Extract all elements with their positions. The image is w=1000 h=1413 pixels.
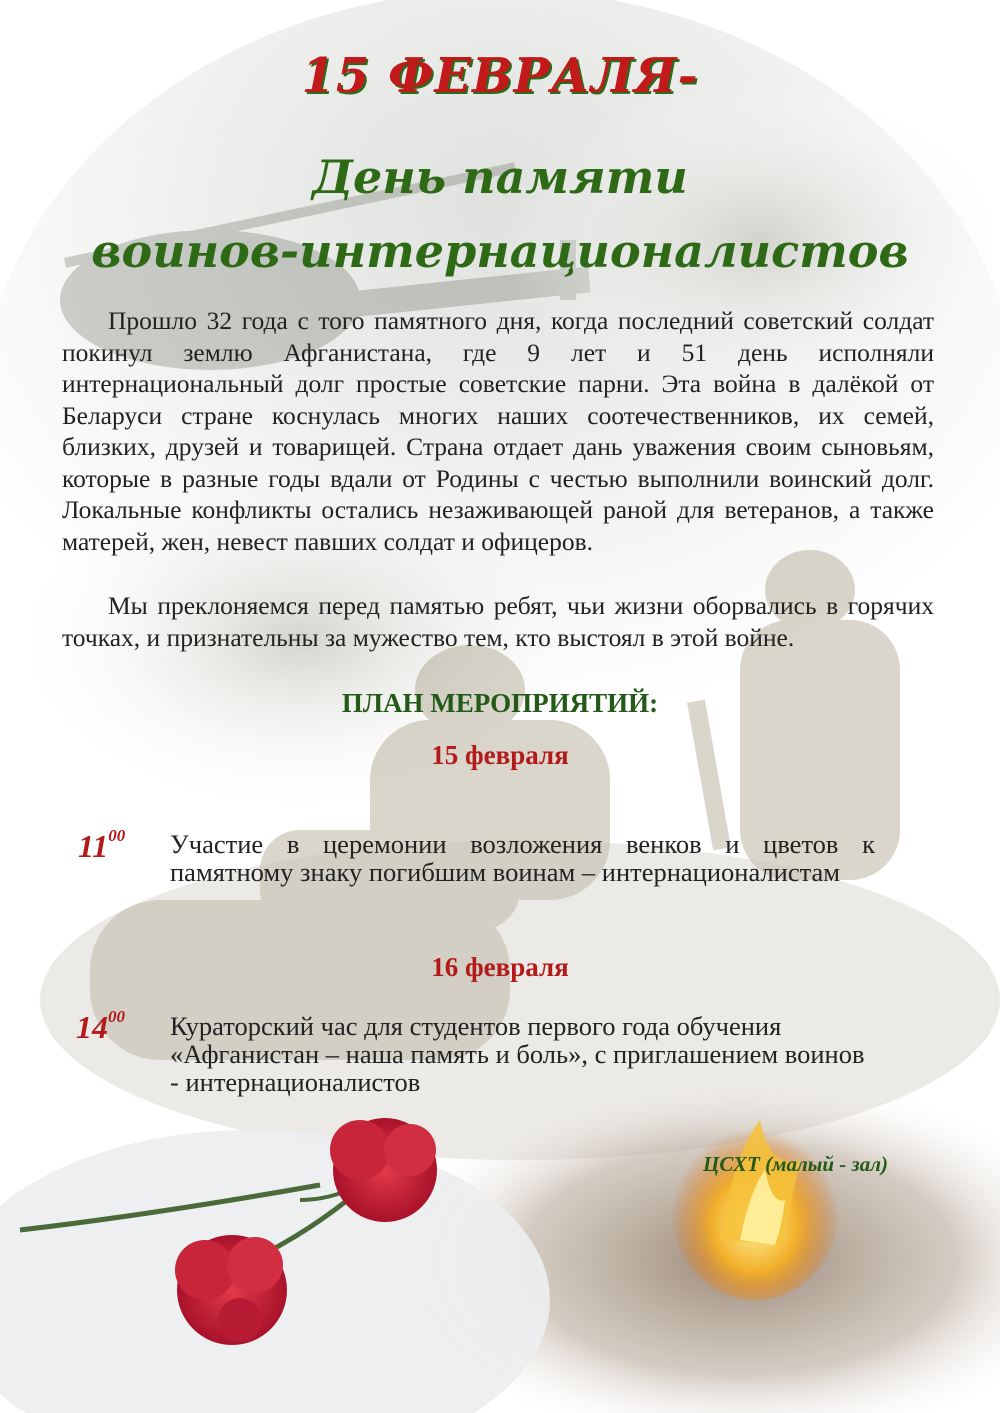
event-time-minutes: 00 <box>108 826 126 846</box>
intro-paragraph: Прошло 32 года с того памятного дня, когда последний советский солдат покинул землю Афганистана, где 9 лет и 51 день исполняли интернациональный долг простые советские парни. Эта война в далёкой от Беларуси стране коснулась многих наших соотечественников, их семей, близких, друзей и товарищей. Страна отдает дань уважения своим сыновьям, которые в разные годы вдали от Родины с честью выполнили воинский долг. Локальные конфликты остались незаживающей раной для ветеранов, а также матерей, жен, невест павших солдат и офицеров. <box>62 306 934 556</box>
event-time-hour: 11 <box>78 828 109 864</box>
event-date: 15 февраля <box>431 740 569 770</box>
subtitle-line1: День памяти <box>312 150 688 204</box>
subtitle-line2: воинов-интернационалистов <box>91 224 909 278</box>
event-description: Участие в церемонии возложения венков и цветов к памятному знаку погибшим воинам – интернационалистам <box>170 829 875 887</box>
event-time-hour: 14 <box>76 1009 108 1045</box>
event-time <box>78 828 125 865</box>
plan-heading: ПЛАН МЕРОПРИЯТИЙ: <box>341 688 659 718</box>
event-time <box>76 1009 125 1046</box>
event-date: 16 февраля <box>431 952 569 982</box>
page-title: 15 ФЕВРАЛЯ- <box>301 48 699 104</box>
tribute-paragraph: Мы преклоняемся перед памятью ребят, чьи жизни оборвались в горячих точках, и признательны за мужество тем, кто выстоял в этой войне. <box>62 591 934 652</box>
event-time-minutes: 00 <box>108 1007 125 1027</box>
event-description: Кураторский час для студентов первого года обучения «Афганистан – наша память и боль», с приглашением воинов - интернационалистов <box>170 1011 865 1097</box>
venue-label: ЦСХТ (малый - зал) <box>702 1152 888 1176</box>
